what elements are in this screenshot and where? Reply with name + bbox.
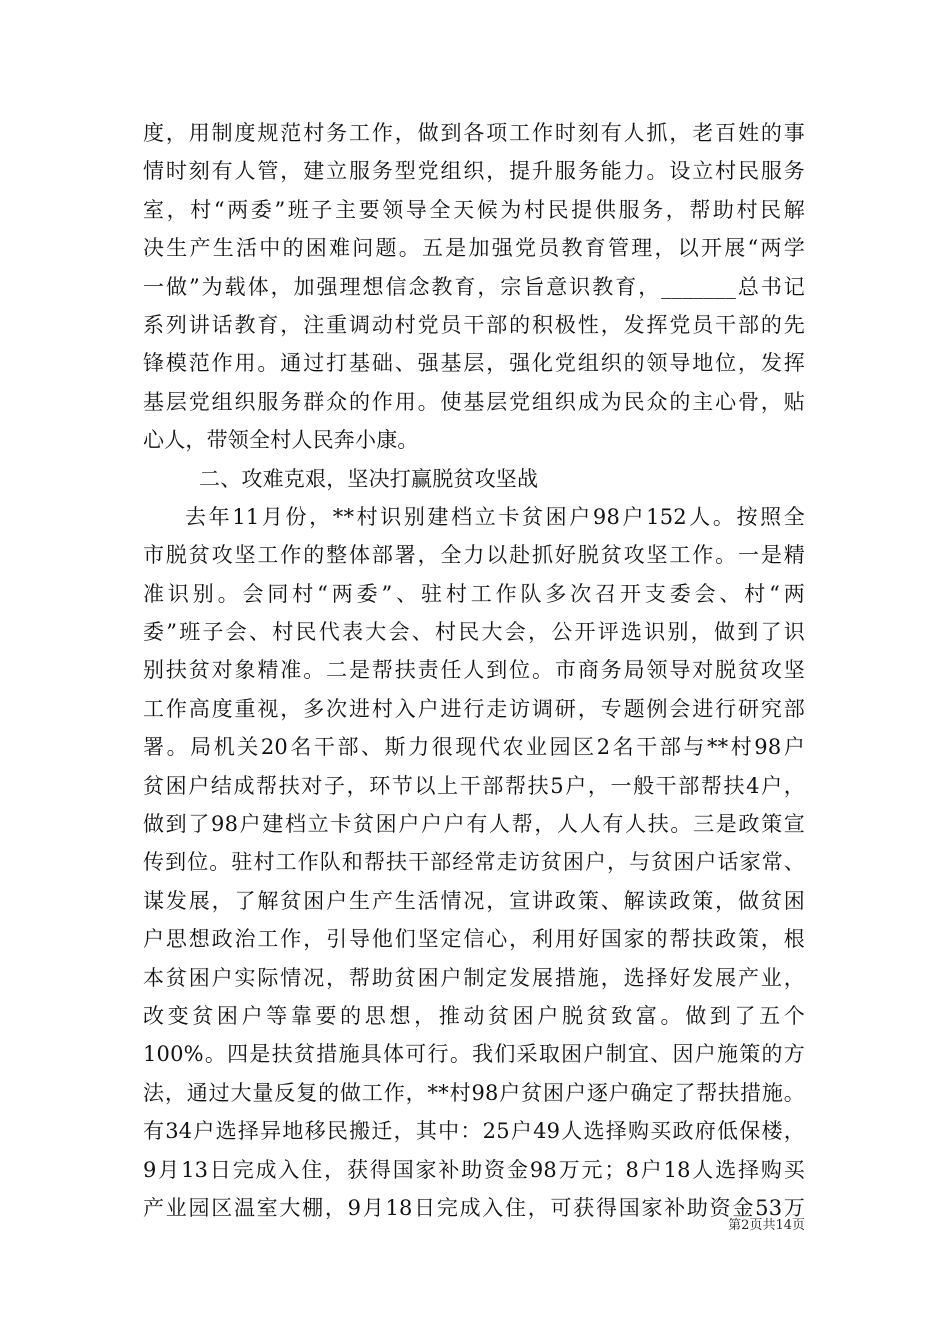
paragraph-line: 户思想政治工作，引导他们坚定信心，利用好国家的帮扶政策，根 [143, 927, 805, 952]
paragraph-line: 心人，带领全村人民奔小康。 [143, 428, 419, 453]
paragraph-line: 谋发展，了解贫困户生产生活情况，宣讲政策、解读政策，做贫困 [143, 888, 805, 913]
paragraph-line: 有34户选择异地移民搬迁，其中：25户49人选择购买政府低保楼， [143, 1119, 805, 1144]
paragraph-line: 准识别。会同村“两委”、驻村工作队多次召开支委会、村“两 [143, 581, 805, 606]
paragraph-line: 工作高度重视，多次进村入户进行走访调研，专题例会进行研究部 [143, 696, 805, 721]
paragraph-line: 去年11月份，**村识别建档立卡贫困户98户152人。按照全 [185, 504, 805, 529]
paragraph-line: 度，用制度规范村务工作，做到各项工作时刻有人抓，老百姓的事 [143, 121, 805, 145]
paragraph-line: 贫困户结成帮扶对子，环节以上干部帮扶5户，一般干部帮扶4户， [143, 773, 805, 798]
paragraph-line: 署。局机关20名干部、斯力很现代农业园区2名干部与**村98户 [143, 735, 805, 760]
paragraph-line: 改变贫困户等靠要的思想，推动贫困户脱贫致富。做到了五个 [143, 1003, 805, 1028]
paragraph-line: 传到位。驻村工作队和帮扶干部经常走访贫困户，与贫困户话家常、 [143, 850, 805, 875]
page-footer [0, 1214, 950, 1233]
paragraph-line: 室，村“两委”班子主要领导全天候为村民提供服务，帮助村民解 [143, 197, 805, 222]
paragraph-line: 决生产生活中的困难问题。五是加强党员教育管理，以开展“两学 [143, 236, 805, 261]
paragraph-line: 别扶贫对象精准。二是帮扶责任人到位。市商务局领导对脱贫攻坚 [143, 658, 805, 683]
section-heading: 二、攻难克艰，坚决打赢脱贫攻坚战 [199, 466, 539, 491]
paragraph-line: 市脱贫攻坚工作的整体部署，全力以赴抓好脱贫攻坚工作。一是精 [143, 543, 805, 568]
paragraph-line: 基层党组织服务群众的作用。使基层党组织成为民众的主心骨，贴 [143, 389, 805, 414]
paragraph-line: 做到了98户建档立卡贫困户户户有人帮，人人有人扶。三是政策宣 [143, 812, 805, 837]
paragraph-line: 本贫困户实际情况，帮助贫困户制定发展措施，选择好发展产业， [143, 965, 805, 990]
paragraph-line: 产业园区温室大棚，9月18日完成入住，可获得国家补助资金53万 [143, 1195, 805, 1220]
page-number: 第2页共14页 [728, 1218, 805, 1233]
paragraph-line: 一做”为载体，加强理想信念教育，宗旨意识教育，_______总书记 [143, 274, 805, 299]
paragraph-line: 法，通过大量反复的做工作，**村98户贫困户逐户确定了帮扶措施。 [143, 1080, 805, 1105]
document-body [143, 114, 805, 1227]
paragraph-line: 委”班子会、村民代表大会、村民大会，公开评选识别，做到了识 [143, 620, 805, 645]
paragraph-line: 锋模范作用。通过打基础、强基层，强化党组织的领导地位，发挥 [143, 351, 805, 376]
paragraph-line: 情时刻有人管，建立服务型党组织，提升服务能力。设立村民服务 [143, 159, 805, 184]
paragraph-line: 系列讲话教育，注重调动村党员干部的积极性，发挥党员干部的先 [143, 312, 805, 337]
paragraph-line: 9月13日完成入住，获得国家补助资金98万元；8户18人选择购买 [143, 1157, 805, 1182]
paragraph-line: 100%。四是扶贫措施具体可行。我们采取困户制宜、因户施策的方 [143, 1042, 805, 1067]
